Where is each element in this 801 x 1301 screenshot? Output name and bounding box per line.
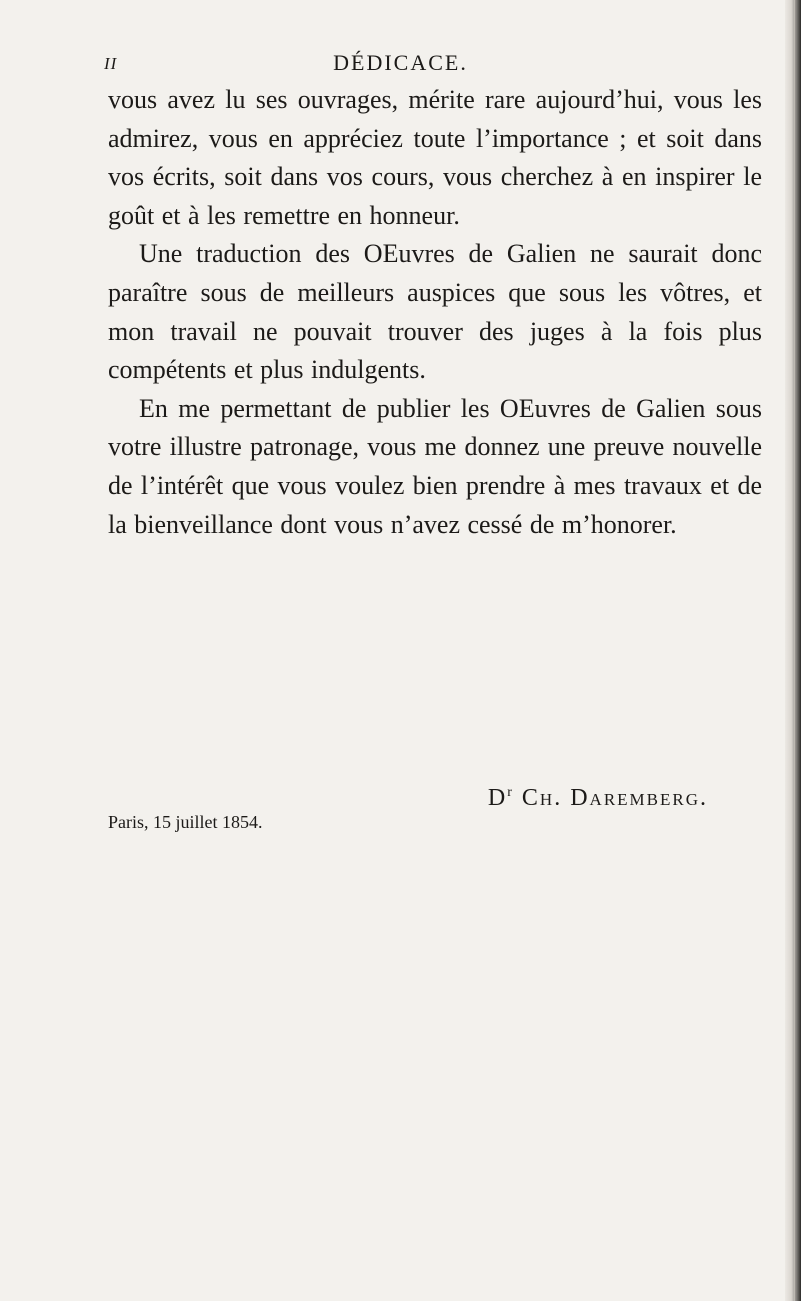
signature-name: Ch. Daremberg.	[521, 785, 708, 811]
page-number: II	[104, 54, 118, 73]
page-edge-shadow	[785, 0, 801, 1301]
signature-title-superscript: r	[507, 785, 514, 800]
dedication-text	[108, 81, 762, 544]
running-head: DÉDICACE.	[333, 50, 468, 75]
paragraph-1: vous avez lu ses ouvrages, mérite rare aujourd’hui, vous les admirez, vous en appréciez toute l’importance ; et soit dans vos écrits, soit dans vos cours, vous cherchez à en inspirer le goût et à les remettre en honneur.	[108, 85, 762, 230]
paragraph-3: En me permettant de publier les OEuvres de Galien sous votre illustre patronage, vous me donnez une preuve nouvelle de l’intérêt que vous voulez bien prendre à mes travaux et de la bienveillance dont vous n’avez cessé de m’honorer.	[108, 393, 762, 539]
signature	[488, 785, 708, 812]
paragraph-2: Une traduction des OEuvres de Galien ne saurait donc paraître sous de meilleurs auspices que sous les vôtres, et mon travail ne pouvait trouver des juges à la fois plus compétents et plus indulgents.	[108, 239, 762, 385]
signature-title: D	[487, 785, 508, 811]
dateline: Paris, 15 juillet 1854.	[108, 812, 263, 832]
page-edge-line	[794, 0, 795, 1301]
